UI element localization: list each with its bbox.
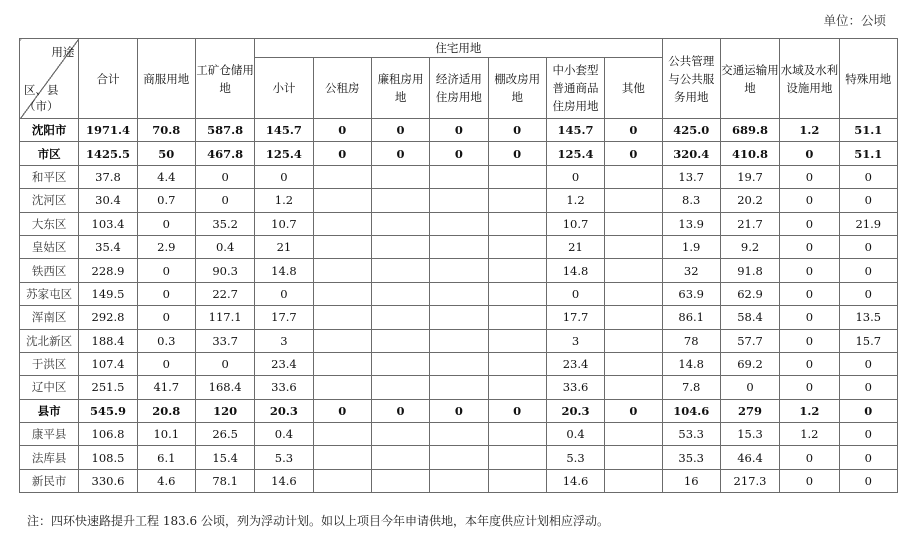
value-cell [488, 306, 546, 329]
value-cell: 0 [720, 376, 779, 399]
value-cell: 0 [137, 306, 195, 329]
value-cell: 17.7 [255, 306, 313, 329]
table-row [20, 376, 898, 399]
value-cell: 0 [371, 142, 429, 165]
value-cell: 0 [780, 212, 839, 235]
value-cell: 0 [488, 399, 546, 422]
value-cell [488, 189, 546, 212]
value-cell: 330.6 [79, 469, 137, 492]
table-row [20, 399, 898, 422]
header-water: 水域及水利设施用地 [780, 39, 839, 119]
value-cell [605, 235, 662, 258]
header-public-service: 公共管理与公共服务用地 [662, 39, 720, 119]
value-cell: 0 [780, 235, 839, 258]
value-cell [488, 376, 546, 399]
value-cell [488, 469, 546, 492]
value-cell: 0.7 [137, 189, 195, 212]
value-cell: 0 [780, 306, 839, 329]
value-cell: 57.7 [720, 329, 779, 352]
table-body [20, 119, 898, 493]
value-cell: 0 [839, 446, 897, 469]
value-cell: 0 [546, 165, 604, 188]
value-cell [430, 306, 488, 329]
value-cell: 16 [662, 469, 720, 492]
value-cell: 0 [780, 446, 839, 469]
value-cell: 70.8 [137, 119, 195, 142]
value-cell: 21.7 [720, 212, 779, 235]
value-cell: 228.9 [79, 259, 137, 282]
row-name-cell: 辽中区 [20, 376, 79, 399]
value-cell [430, 423, 488, 446]
row-name-cell: 和平区 [20, 165, 79, 188]
header-use: 用途 [51, 45, 75, 59]
row-name-cell: 法库县 [20, 446, 79, 469]
table-row [20, 469, 898, 492]
header-district: 区、县（市） [24, 83, 59, 113]
value-cell: 0 [137, 352, 195, 375]
value-cell [371, 469, 429, 492]
value-cell: 15.3 [720, 423, 779, 446]
row-name-cell: 铁西区 [20, 259, 79, 282]
value-cell: 20.3 [255, 399, 313, 422]
value-cell [488, 235, 546, 258]
value-cell [313, 376, 371, 399]
value-cell: 0 [780, 259, 839, 282]
row-name-cell: 沈河区 [20, 189, 79, 212]
value-cell: 10.7 [255, 212, 313, 235]
diagonal-header-cell [20, 39, 79, 119]
row-name-cell: 康平县 [20, 423, 79, 446]
value-cell: 0 [605, 119, 662, 142]
value-cell [488, 446, 546, 469]
value-cell [488, 165, 546, 188]
value-cell: 0 [839, 469, 897, 492]
row-name-cell: 县市 [20, 399, 79, 422]
value-cell [371, 165, 429, 188]
value-cell [313, 282, 371, 305]
value-cell: 689.8 [720, 119, 779, 142]
value-cell: 4.4 [137, 165, 195, 188]
value-cell: 21.9 [839, 212, 897, 235]
value-cell [430, 446, 488, 469]
table-row [20, 235, 898, 258]
value-cell [371, 446, 429, 469]
row-name-cell: 新民市 [20, 469, 79, 492]
value-cell: 63.9 [662, 282, 720, 305]
value-cell: 1425.5 [79, 142, 137, 165]
value-cell: 145.7 [255, 119, 313, 142]
value-cell: 0 [255, 282, 313, 305]
value-cell [371, 282, 429, 305]
row-name-cell: 苏家屯区 [20, 282, 79, 305]
value-cell [430, 165, 488, 188]
value-cell: 50 [137, 142, 195, 165]
value-cell: 251.5 [79, 376, 137, 399]
value-cell: 35.4 [79, 235, 137, 258]
value-cell: 0 [430, 119, 488, 142]
value-cell: 15.4 [195, 446, 254, 469]
value-cell: 0 [839, 259, 897, 282]
value-cell: 58.4 [720, 306, 779, 329]
header-total: 合计 [79, 39, 137, 119]
header-res-shantytown: 棚改房用地 [488, 58, 546, 119]
value-cell: 14.8 [546, 259, 604, 282]
value-cell: 0 [780, 165, 839, 188]
value-cell [488, 282, 546, 305]
table-row [20, 142, 898, 165]
value-cell: 0 [488, 119, 546, 142]
value-cell: 0 [839, 423, 897, 446]
table-row [20, 306, 898, 329]
value-cell [313, 469, 371, 492]
header-res-other: 其他 [605, 58, 662, 119]
value-cell: 0 [780, 329, 839, 352]
value-cell [313, 329, 371, 352]
value-cell: 33.7 [195, 329, 254, 352]
value-cell: 0 [780, 189, 839, 212]
value-cell: 0 [780, 142, 839, 165]
value-cell: 5.3 [255, 446, 313, 469]
value-cell: 3 [255, 329, 313, 352]
value-cell: 108.5 [79, 446, 137, 469]
value-cell [371, 259, 429, 282]
land-supply-table [19, 38, 898, 493]
value-cell [430, 352, 488, 375]
value-cell [371, 189, 429, 212]
header-res-mid-small: 中小套型普通商品住房用地 [546, 58, 604, 119]
value-cell: 0 [137, 259, 195, 282]
value-cell: 91.8 [720, 259, 779, 282]
row-name-cell: 沈北新区 [20, 329, 79, 352]
value-cell [605, 352, 662, 375]
value-cell: 0.4 [546, 423, 604, 446]
value-cell: 2.9 [137, 235, 195, 258]
value-cell: 0 [195, 352, 254, 375]
value-cell [488, 212, 546, 235]
value-cell: 168.4 [195, 376, 254, 399]
value-cell: 545.9 [79, 399, 137, 422]
row-name-cell: 市区 [20, 142, 79, 165]
value-cell: 145.7 [546, 119, 604, 142]
value-cell: 0 [780, 469, 839, 492]
value-cell: 0 [371, 399, 429, 422]
value-cell: 1.2 [546, 189, 604, 212]
header-industrial: 工矿仓储用地 [195, 39, 254, 119]
value-cell: 8.3 [662, 189, 720, 212]
value-cell: 0 [313, 119, 371, 142]
table-row [20, 259, 898, 282]
value-cell: 32 [662, 259, 720, 282]
table-row [20, 352, 898, 375]
value-cell: 10.1 [137, 423, 195, 446]
value-cell: 107.4 [79, 352, 137, 375]
value-cell [313, 212, 371, 235]
value-cell: 217.3 [720, 469, 779, 492]
footnote: 注：四环快速路提升工程 183.6 公顷，列为浮动计划。如以上项目今年申请供地，本年度供应计划相应浮动。 [27, 514, 609, 528]
value-cell: 41.7 [137, 376, 195, 399]
value-cell: 26.5 [195, 423, 254, 446]
value-cell: 0 [255, 165, 313, 188]
value-cell: 13.7 [662, 165, 720, 188]
value-cell [605, 423, 662, 446]
table-row [20, 329, 898, 352]
row-name-cell: 沈阳市 [20, 119, 79, 142]
value-cell: 120 [195, 399, 254, 422]
value-cell: 13.9 [662, 212, 720, 235]
value-cell [371, 306, 429, 329]
value-cell: 33.6 [546, 376, 604, 399]
value-cell: 0 [605, 399, 662, 422]
value-cell [313, 446, 371, 469]
value-cell: 0 [313, 399, 371, 422]
value-cell [605, 376, 662, 399]
value-cell: 69.2 [720, 352, 779, 375]
value-cell: 15.7 [839, 329, 897, 352]
value-cell: 33.6 [255, 376, 313, 399]
value-cell: 14.8 [255, 259, 313, 282]
value-cell: 51.1 [839, 119, 897, 142]
value-cell [313, 306, 371, 329]
value-cell: 0 [605, 142, 662, 165]
unit-label: 单位：公顷 [823, 13, 886, 28]
value-cell: 279 [720, 399, 779, 422]
value-cell [605, 306, 662, 329]
value-cell: 78.1 [195, 469, 254, 492]
value-cell: 1.9 [662, 235, 720, 258]
value-cell [313, 259, 371, 282]
value-cell: 13.5 [839, 306, 897, 329]
value-cell [371, 376, 429, 399]
value-cell: 0 [313, 142, 371, 165]
value-cell [430, 212, 488, 235]
value-cell: 1.2 [780, 119, 839, 142]
value-cell: 53.3 [662, 423, 720, 446]
value-cell: 410.8 [720, 142, 779, 165]
value-cell: 6.1 [137, 446, 195, 469]
value-cell [605, 446, 662, 469]
row-name-cell: 浑南区 [20, 306, 79, 329]
header-commercial: 商服用地 [137, 39, 195, 119]
value-cell [488, 329, 546, 352]
value-cell: 21 [255, 235, 313, 258]
value-cell: 4.6 [137, 469, 195, 492]
value-cell: 9.2 [720, 235, 779, 258]
value-cell: 7.8 [662, 376, 720, 399]
row-name-cell: 大东区 [20, 212, 79, 235]
value-cell: 0 [780, 376, 839, 399]
value-cell: 188.4 [79, 329, 137, 352]
value-cell: 320.4 [662, 142, 720, 165]
value-cell: 125.4 [546, 142, 604, 165]
value-cell: 1.2 [780, 399, 839, 422]
value-cell: 587.8 [195, 119, 254, 142]
value-cell: 106.8 [79, 423, 137, 446]
value-cell [605, 282, 662, 305]
value-cell: 0 [137, 212, 195, 235]
header-residential: 住宅用地 [255, 39, 662, 58]
value-cell: 51.1 [839, 142, 897, 165]
value-cell: 46.4 [720, 446, 779, 469]
value-cell: 149.5 [79, 282, 137, 305]
value-cell: 0 [430, 142, 488, 165]
value-cell: 0 [839, 376, 897, 399]
value-cell: 1971.4 [79, 119, 137, 142]
header-res-low-rent: 廉租房用地 [371, 58, 429, 119]
value-cell: 17.7 [546, 306, 604, 329]
value-cell [488, 352, 546, 375]
value-cell [371, 212, 429, 235]
value-cell: 35.3 [662, 446, 720, 469]
value-cell: 21 [546, 235, 604, 258]
row-name-cell: 于洪区 [20, 352, 79, 375]
value-cell [605, 212, 662, 235]
value-cell [313, 165, 371, 188]
value-cell: 0 [839, 282, 897, 305]
value-cell: 0 [488, 142, 546, 165]
value-cell: 3 [546, 329, 604, 352]
value-cell: 14.6 [255, 469, 313, 492]
value-cell: 0 [839, 352, 897, 375]
value-cell: 30.4 [79, 189, 137, 212]
value-cell: 104.6 [662, 399, 720, 422]
header-res-affordable: 经济适用住房用地 [430, 58, 488, 119]
value-cell: 0.4 [255, 423, 313, 446]
value-cell: 22.7 [195, 282, 254, 305]
value-cell: 20.8 [137, 399, 195, 422]
value-cell: 86.1 [662, 306, 720, 329]
value-cell: 117.1 [195, 306, 254, 329]
header-res-subtotal: 小计 [255, 58, 313, 119]
value-cell [488, 259, 546, 282]
table-row [20, 446, 898, 469]
value-cell [430, 259, 488, 282]
table-row [20, 189, 898, 212]
value-cell: 20.2 [720, 189, 779, 212]
header-res-public-rental: 公租房 [313, 58, 371, 119]
value-cell [371, 235, 429, 258]
value-cell [605, 469, 662, 492]
value-cell: 292.8 [79, 306, 137, 329]
header-transport: 交通运输用地 [720, 39, 779, 119]
value-cell: 0.4 [195, 235, 254, 258]
value-cell: 14.8 [662, 352, 720, 375]
value-cell [430, 376, 488, 399]
value-cell: 20.3 [546, 399, 604, 422]
value-cell: 23.4 [255, 352, 313, 375]
value-cell: 23.4 [546, 352, 604, 375]
value-cell: 1.2 [780, 423, 839, 446]
value-cell [371, 352, 429, 375]
value-cell: 125.4 [255, 142, 313, 165]
value-cell: 103.4 [79, 212, 137, 235]
value-cell: 19.7 [720, 165, 779, 188]
value-cell [430, 329, 488, 352]
value-cell [605, 329, 662, 352]
value-cell: 37.8 [79, 165, 137, 188]
value-cell: 0 [839, 165, 897, 188]
table-row [20, 423, 898, 446]
value-cell [430, 235, 488, 258]
value-cell [605, 259, 662, 282]
header-special: 特殊用地 [839, 39, 897, 119]
value-cell: 0 [371, 119, 429, 142]
value-cell: 0 [137, 282, 195, 305]
table-row [20, 119, 898, 142]
value-cell: 0 [780, 282, 839, 305]
table-row [20, 165, 898, 188]
value-cell: 467.8 [195, 142, 254, 165]
value-cell [313, 423, 371, 446]
value-cell: 35.2 [195, 212, 254, 235]
value-cell [430, 189, 488, 212]
value-cell [371, 423, 429, 446]
value-cell: 0 [839, 189, 897, 212]
value-cell [430, 469, 488, 492]
value-cell: 62.9 [720, 282, 779, 305]
value-cell [313, 235, 371, 258]
value-cell: 1.2 [255, 189, 313, 212]
value-cell [430, 282, 488, 305]
value-cell: 0 [546, 282, 604, 305]
value-cell [313, 352, 371, 375]
row-name-cell: 皇姑区 [20, 235, 79, 258]
value-cell [371, 329, 429, 352]
value-cell: 90.3 [195, 259, 254, 282]
value-cell: 10.7 [546, 212, 604, 235]
value-cell: 14.6 [546, 469, 604, 492]
table-row [20, 282, 898, 305]
value-cell: 78 [662, 329, 720, 352]
table-row [20, 212, 898, 235]
value-cell [605, 165, 662, 188]
value-cell: 425.0 [662, 119, 720, 142]
value-cell [313, 189, 371, 212]
value-cell: 0.3 [137, 329, 195, 352]
value-cell: 0 [195, 165, 254, 188]
value-cell [605, 189, 662, 212]
value-cell: 0 [430, 399, 488, 422]
value-cell: 0 [839, 399, 897, 422]
value-cell [488, 423, 546, 446]
value-cell: 0 [839, 235, 897, 258]
value-cell: 0 [195, 189, 254, 212]
value-cell: 5.3 [546, 446, 604, 469]
value-cell: 0 [780, 352, 839, 375]
